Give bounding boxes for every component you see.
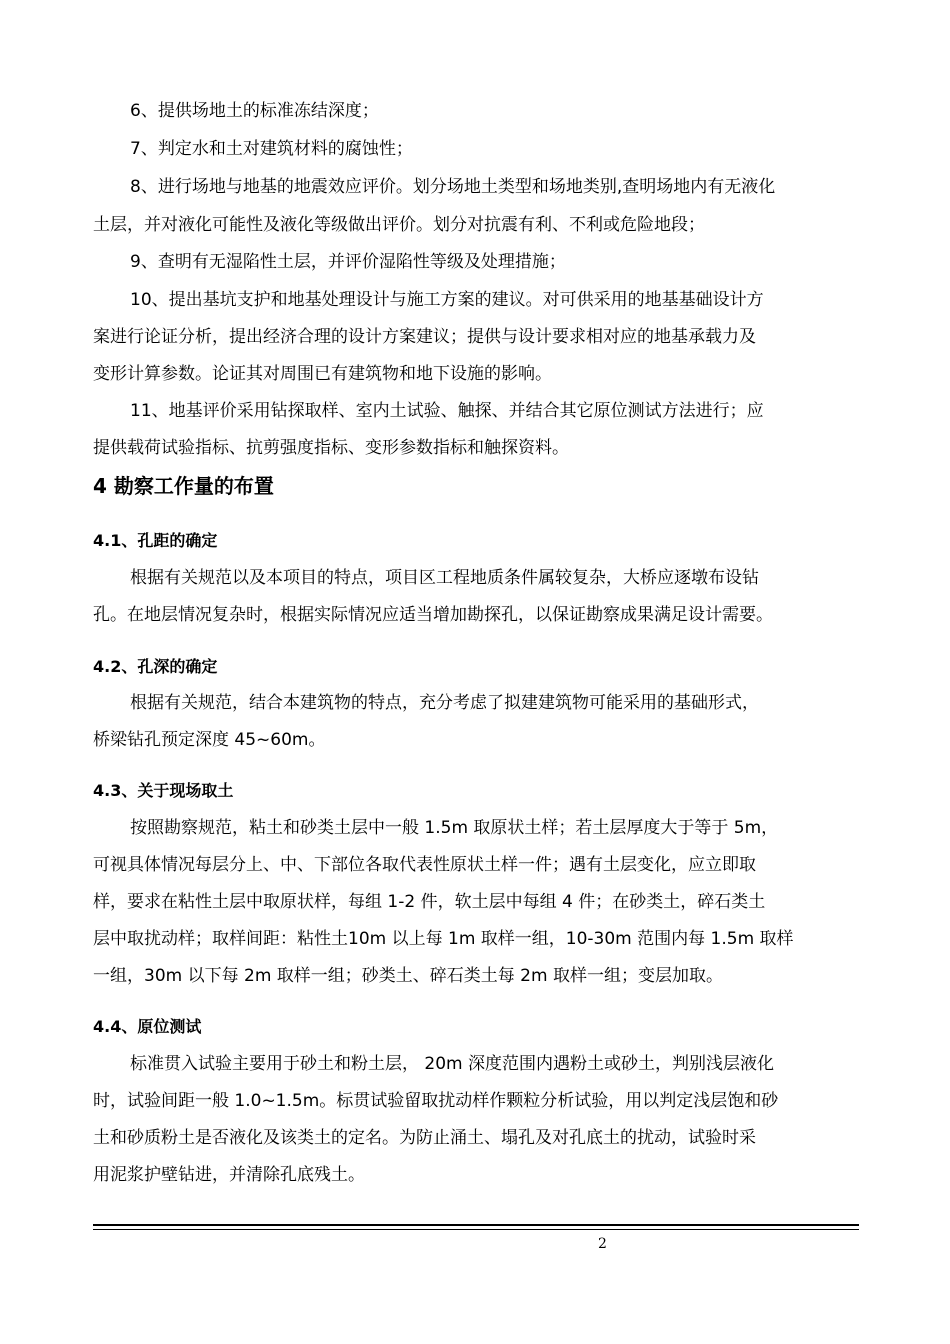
- item-10-line-2: 案进行论证分析，提出经济合理的设计方案建议；提供与设计要求相对应的地基承载力及: [93, 327, 756, 347]
- section-4-2-line-2: 桥梁钻孔预定深度 45~60m。: [93, 730, 326, 750]
- page-number: 2: [598, 1236, 607, 1252]
- section-4-4-line-3: 土和砂质粉土是否液化及该类土的定名。为防止涌土、塌孔及对孔底土的扰动，试验时采: [93, 1128, 756, 1148]
- section-4-3-line-2: 可视具体情况每层分上、中、下部位各取代表性原状土样一件；遇有土层变化，应立即取: [93, 855, 756, 875]
- footer-rule-thin: [93, 1229, 859, 1230]
- section-4-2-heading: 4.2、孔深的确定: [93, 657, 218, 676]
- section-4-3-line-3: 样，要求在粘性土层中取原状样，每组 1-2 件，软土层中每组 4 件；在砂类土，碎石类土: [93, 892, 766, 912]
- section-4-4-line-4: 用泥浆护壁钻进，并清除孔底残土。: [93, 1165, 365, 1185]
- section-4-3-line-1: 按照勘察规范，粘土和砂类土层中一般 1.5m 取原状土样；若土层厚度大于等于 5m，: [130, 818, 779, 838]
- item-6: 6、提供场地土的标准冻结深度；: [130, 101, 379, 121]
- section-4-3-line-4: 层中取扰动样；取样间距：粘性土10m 以上每 1m 取样一组，10-30m 范围内每 1.5m 取样: [93, 929, 794, 949]
- section-4-3-line-5: 一组，30m 以下每 2m 取样一组；砂类土、碎石类土每 2m 取样一组；变层加取。: [93, 966, 723, 986]
- section-4-4-line-2: 时，试验间距一般 1.0~1.5m。标贯试验留取扰动样作颗粒分析试验，用以判定浅层饱和砂: [93, 1091, 779, 1111]
- item-10-line-3: 变形计算参数。论证其对周围已有建筑物和地下设施的影响。: [93, 364, 552, 384]
- section-4-4-heading: 4.4、原位测试: [93, 1017, 202, 1036]
- item-8-line-2: 土层，并对液化可能性及液化等级做出评价。划分对抗震有利、不利或危险地段；: [93, 215, 705, 235]
- item-11-line-2: 提供载荷试验指标、抗剪强度指标、变形参数指标和触探资料。: [93, 438, 569, 458]
- item-11-line-1: 11、地基评价采用钻探取样、室内土试验、触探、并结合其它原位测试方法进行；应: [130, 401, 764, 421]
- item-10-line-1: 10、提出基坑支护和地基处理设计与施工方案的建议。对可供采用的地基基础设计方: [130, 290, 764, 310]
- section-4-1-line-1: 根据有关规范以及本项目的特点，项目区工程地质条件属较复杂，大桥应逐墩布设钻: [130, 568, 759, 588]
- item-7: 7、判定水和土对建筑材料的腐蚀性；: [130, 139, 413, 159]
- section-4-2-line-1: 根据有关规范，结合本建筑物的特点，充分考虑了拟建建筑物可能采用的基础形式，: [130, 693, 759, 713]
- section-4-1-line-2: 孔。在地层情况复杂时，根据实际情况应适当增加勘探孔，以保证勘察成果满足设计需要。: [93, 605, 773, 625]
- section-4-heading: 4 勘察工作量的布置: [93, 474, 274, 498]
- item-8-line-1: 8、进行场地与地基的地震效应评价。划分场地土类型和场地类别,查明场地内有无液化: [130, 177, 776, 197]
- section-4-3-heading: 4.3、关于现场取土: [93, 781, 234, 800]
- section-4-4-line-1: 标准贯入试验主要用于砂土和粉土层， 20m 深度范围内遇粉土或砂土，判别浅层液化: [130, 1054, 774, 1074]
- item-9: 9、查明有无湿陷性土层，并评价湿陷性等级及处理措施；: [130, 252, 566, 272]
- section-4-1-heading: 4.1、孔距的确定: [93, 531, 218, 550]
- footer-rule-thick: [93, 1224, 859, 1226]
